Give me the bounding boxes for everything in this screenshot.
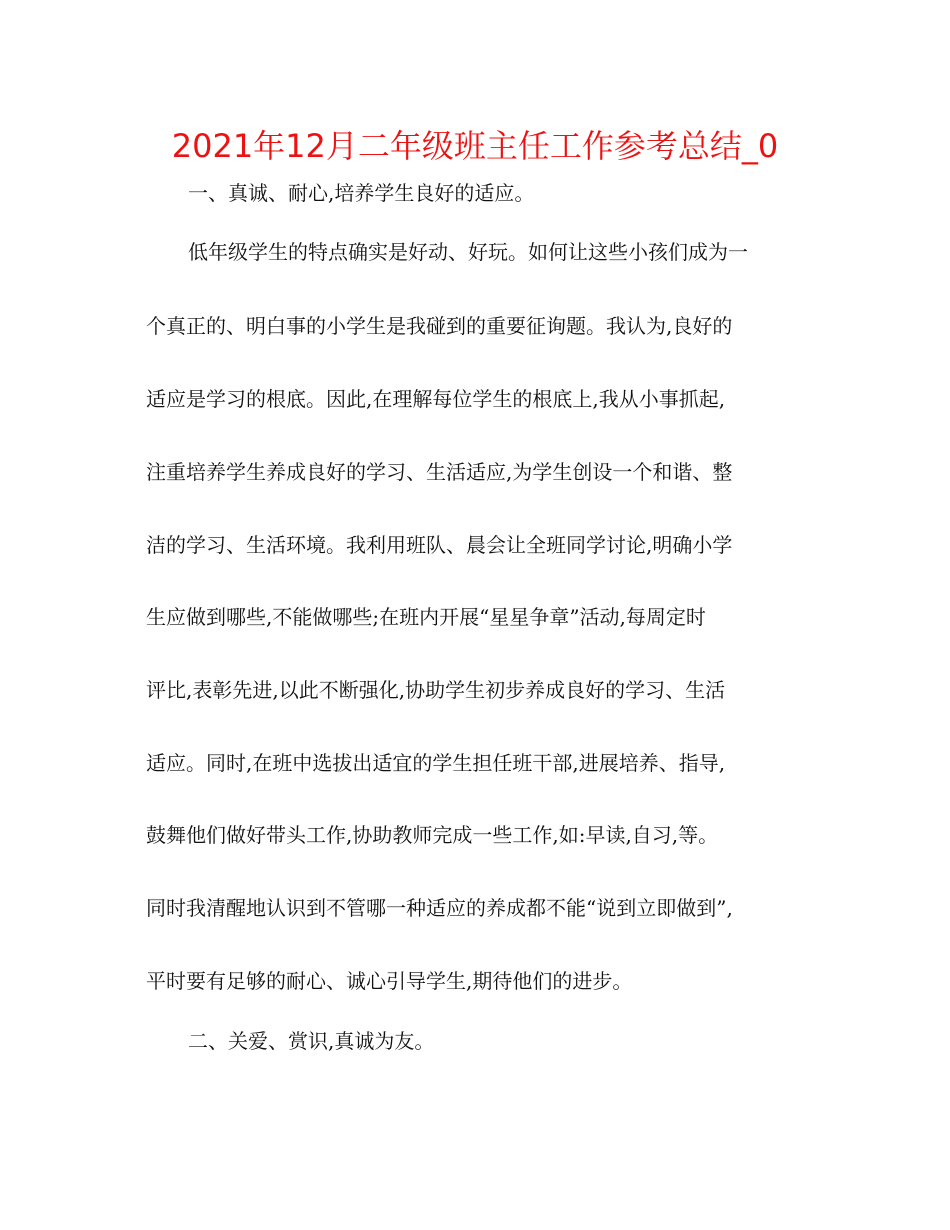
paragraph-line: 洁的学习、生活环境。我利用班队、晨会让全班同学讨论,明确小学	[146, 533, 733, 557]
paragraph-line: 注重培养学生养成良好的学习、生活适应,为学生创设一个和谐、整	[146, 460, 733, 484]
paragraph-line: 适应。同时,在班中选拔出适宜的学生担任班干部,进展培养、指导,	[146, 751, 726, 775]
section-heading-1: 一、真诚、耐心,培养学生良好的适应。	[188, 181, 535, 205]
paragraph-line: 评比,表彰先进,以此不断强化,协助学生初步养成良好的学习、生活	[146, 678, 726, 702]
paragraph-line: 个真正的、明白事的小学生是我碰到的重要征询题。我认为,良好的	[146, 314, 733, 338]
paragraph-line: 适应是学习的根底。因此,在理解每位学生的根底上,我从小事抓起,	[146, 387, 726, 411]
paragraph-line: 平时要有足够的耐心、诚心引导学生,期待他们的进步。	[146, 969, 633, 993]
document-title: 2021年12月二年级班主任工作参考总结_0	[171, 127, 779, 165]
paragraph-line: 鼓舞他们做好带头工作,协助教师完成一些工作,如:早读,自习,等。	[146, 823, 719, 847]
section-heading-2: 二、关爱、赏识,真诚为友。	[188, 1029, 435, 1053]
paragraph-line: 同时我清醒地认识到不管哪一种适应的养成都不能“说到立即做到”,	[146, 896, 733, 920]
paragraph-line: 生应做到哪些,不能做哪些;在班内开展“星星争章”活动,每周定时	[146, 605, 706, 629]
paragraph-line: 低年级学生的特点确实是好动、好玩。如何让这些小孩们成为一	[188, 240, 748, 264]
